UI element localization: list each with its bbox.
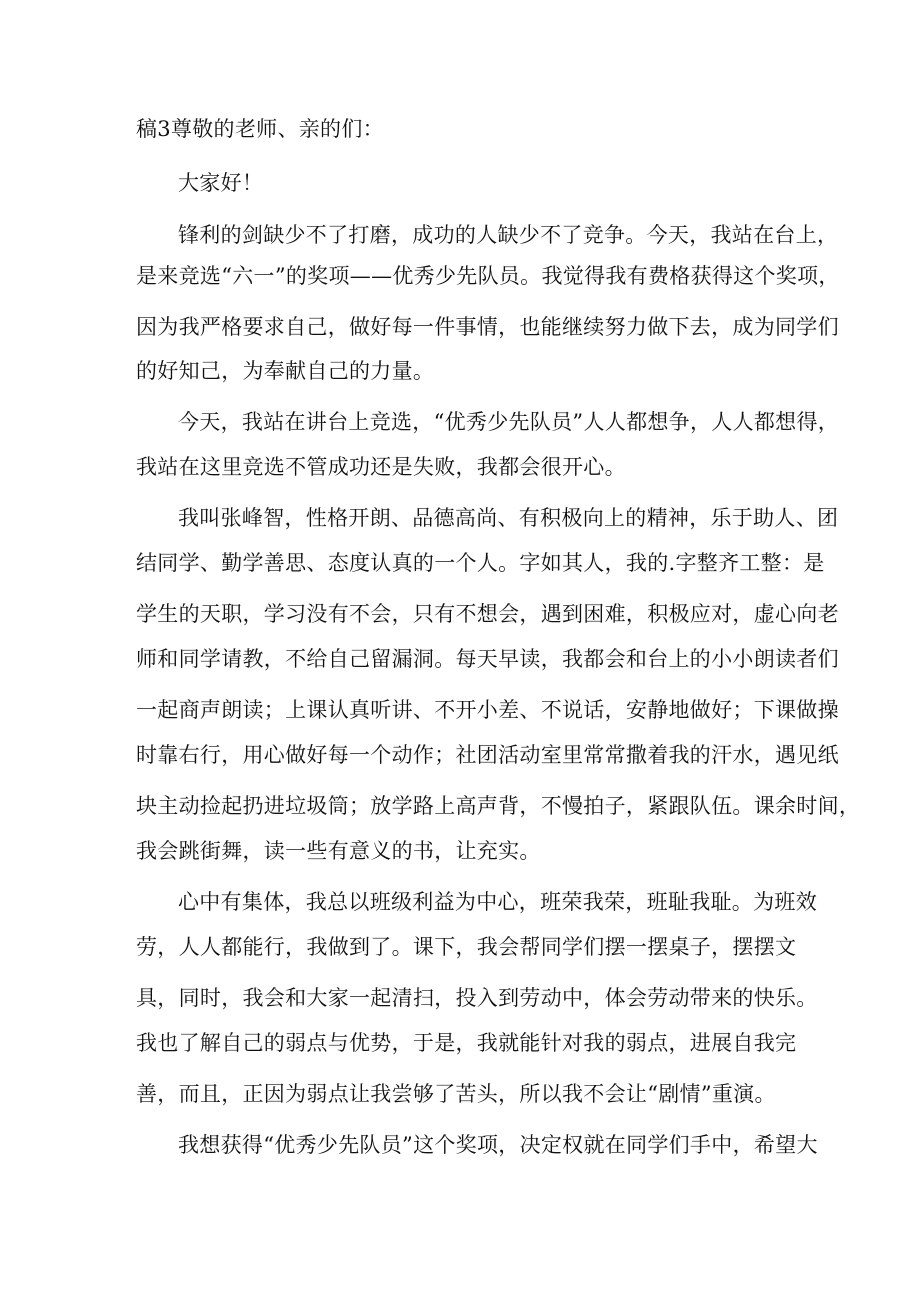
text-line-12: 师和同学请教，不给自己留漏洞。每天早读，我都会和台上的小小朗读者们	[136, 647, 839, 671]
text-line-5: 因为我严格要求自己，做好每一件事情，也能继续努力做下去，成为同学们	[136, 315, 839, 339]
text-line-18: 劳，人人都能行，我做到了。课下，我会帮同学们摆一摆桌子，摆摆文	[136, 935, 797, 959]
text-line-20: 我也了解自己的弱点与优势，于是，我就能针对我的弱点，进展自我完	[136, 1031, 797, 1055]
text-line-4: 是来竞选“六一”的奖项——优秀少先队员。我觉得我有费格获得这个奖项，	[136, 264, 840, 288]
text-line-17: 心中有集体，我总以班级利益为中心，班荣我荣，班耻我耻。为班效	[178, 890, 817, 914]
text-line-7: 今天，我站在讲台上竞选，“优秀少先队员”人人都想争，人人都想得，	[178, 410, 840, 434]
text-line-11: 学生的天职，学习没有不会，只有不想会，遇到困难，积极应对，虚心向老	[136, 602, 839, 626]
text-line-3: 锋利的剑缺少不了打磨，成功的人缺少不了竞争。今天，我站在台上，	[178, 223, 839, 247]
text-line-2: 大家好！	[178, 171, 264, 195]
text-line-15: 块主动捡起扔进垃圾筒；放学路上高声背，不慢拍子，紧跟队伍。课余时间，	[136, 794, 861, 818]
text-line-22: 我想获得“优秀少先队员”这个奖项，决定权就在同学们手中，希望大	[178, 1133, 818, 1157]
text-line-13: 一起商声朗读；上课认真听讲、不开小差、不说话，安静地做好；下课做操	[136, 698, 839, 722]
text-line-14: 时靠右行，用心做好每一个动作；社团活动室里常常撒着我的汗水，遇见纸	[136, 743, 839, 767]
text-line-16: 我会跳街舞，读一些有意义的书，让充实。	[136, 839, 541, 863]
text-line-10: 结同学、勤学善思、态度认真的一个人。字如其人，我的.字整齐工整：是	[136, 551, 825, 575]
text-line-8: 我站在这里竞选不管成功还是失败，我都会很开心。	[136, 455, 626, 479]
text-line-9: 我叫张峰智，性格开朗、品德高尚、有积极向上的精神，乐于助人、团	[178, 506, 839, 530]
text-line-1: 稿3尊敬的老师、亲的们：	[136, 117, 384, 141]
text-line-19: 具，同时，我会和大家一起清扫，投入到劳动中，体会劳动带来的快乐。	[136, 986, 818, 1010]
text-line-21: 善，而且，正因为弱点让我尝够了苦头，所以我不会让“剧情”重演。	[136, 1082, 776, 1106]
text-line-6: 的好知己，为奉献自己的力量。	[136, 359, 435, 383]
